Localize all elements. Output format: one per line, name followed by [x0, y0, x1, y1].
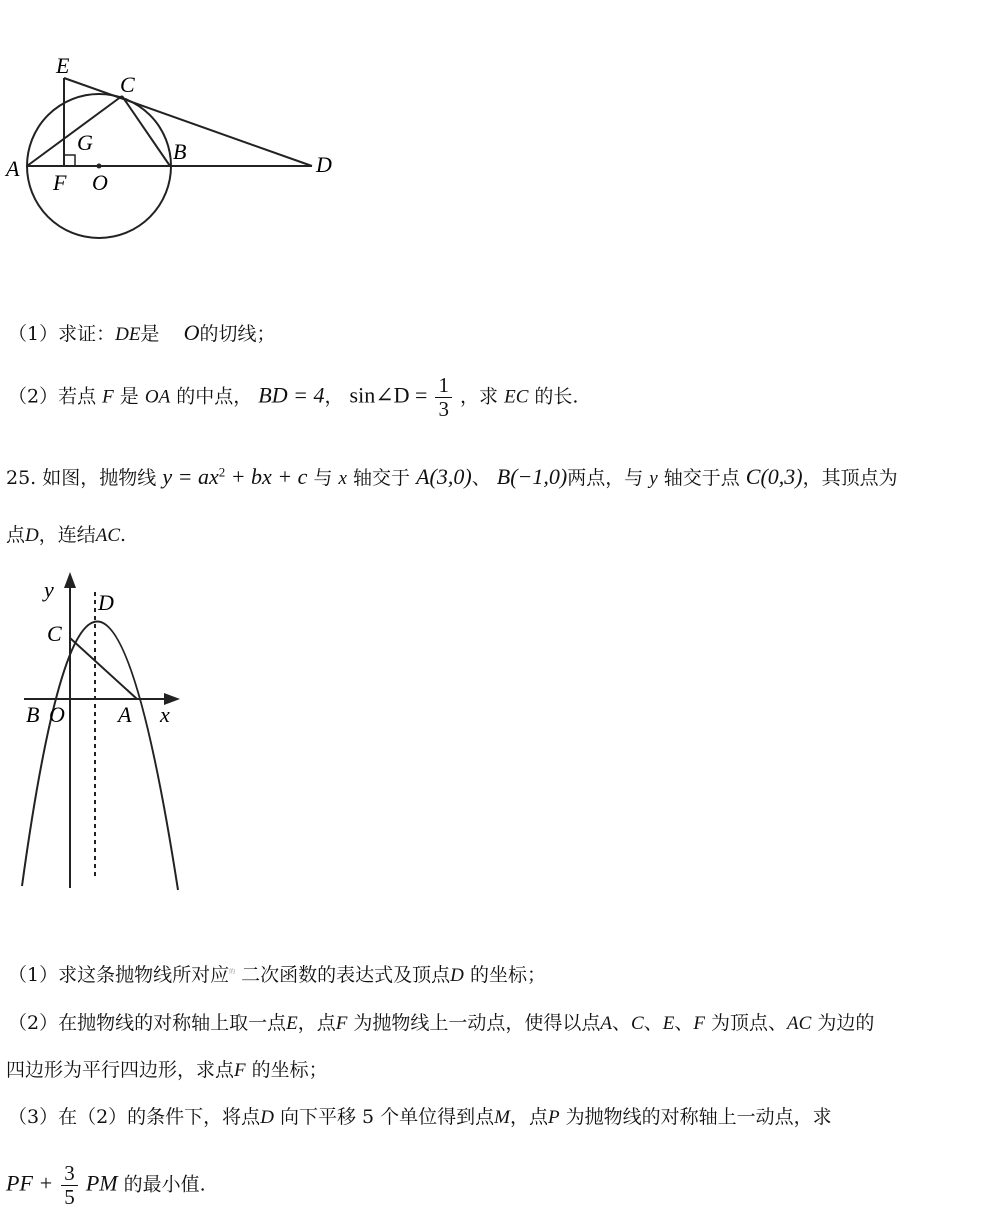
label-g: G — [77, 130, 93, 155]
label-o: O — [49, 702, 65, 727]
q25-part3: （3）在（2）的条件下，将点D 向下平移 5 个单位得到点M，点P 为抛物线的对称轴上一动点，求 — [8, 1106, 832, 1128]
q25-intro: 25. 如图，抛物线 $y = ax^2$ + bx + c 与 x 轴交于 A(3,0)、 B(−1,0)两点，与 y 轴交于点 C(0,3)，其顶点为 — [6, 464, 898, 489]
y-axis-arrow — [64, 572, 76, 588]
label-y: y — [44, 577, 54, 602]
label-f: F — [53, 170, 67, 195]
q25-intro-line2: 点D，连结AC. — [6, 524, 127, 546]
label-d: D — [98, 590, 114, 615]
circle-symbol: O — [183, 320, 200, 345]
label-b: B — [26, 702, 40, 727]
fraction-one-third: $\frac{1}{3}$ — [435, 374, 452, 421]
label-a: A — [118, 702, 132, 727]
parabola-figure — [0, 565, 200, 900]
line-ac — [70, 638, 137, 699]
label-b: B — [173, 139, 187, 164]
parabola-curve — [22, 621, 178, 890]
label-c: C — [47, 621, 62, 646]
q25-part2: （2）在抛物线的对称轴上取一点E，点F 为抛物线上一动点，使得以点A、C、E、F 为顶点、AC 为边的 — [8, 1012, 875, 1034]
label-a: A — [6, 156, 20, 181]
center-dot — [97, 164, 102, 169]
label-x: x — [160, 702, 170, 727]
label-d: D — [316, 152, 332, 177]
line-ed — [64, 78, 312, 166]
q25-part1: （1）求这条抛物线所对应$^的$ 二次函数的表达式及顶点D 的坐标； — [8, 964, 546, 986]
q24-part2: （2）若点 F 是 OA 的中点， BD = 4， sin∠D = $\frac{1}{3}$ ，求 EC 的长. — [8, 373, 579, 422]
q25-part3-expression: PF + $\frac{3}{5}$ PM 的最小值. — [6, 1161, 206, 1210]
label-o: O — [92, 170, 108, 195]
right-angle-mark — [64, 155, 75, 166]
label-e: E — [56, 53, 70, 78]
label-c: C — [120, 72, 135, 97]
q24-part1: （1）求证：DE是 O的切线； — [8, 320, 276, 345]
q25-part2-line2: 四边形为平行四边形，求点F 的坐标； — [6, 1059, 328, 1081]
circle-geometry-figure — [0, 48, 350, 248]
fraction-three-fifths: $\frac{3}{5}$ — [61, 1162, 78, 1209]
